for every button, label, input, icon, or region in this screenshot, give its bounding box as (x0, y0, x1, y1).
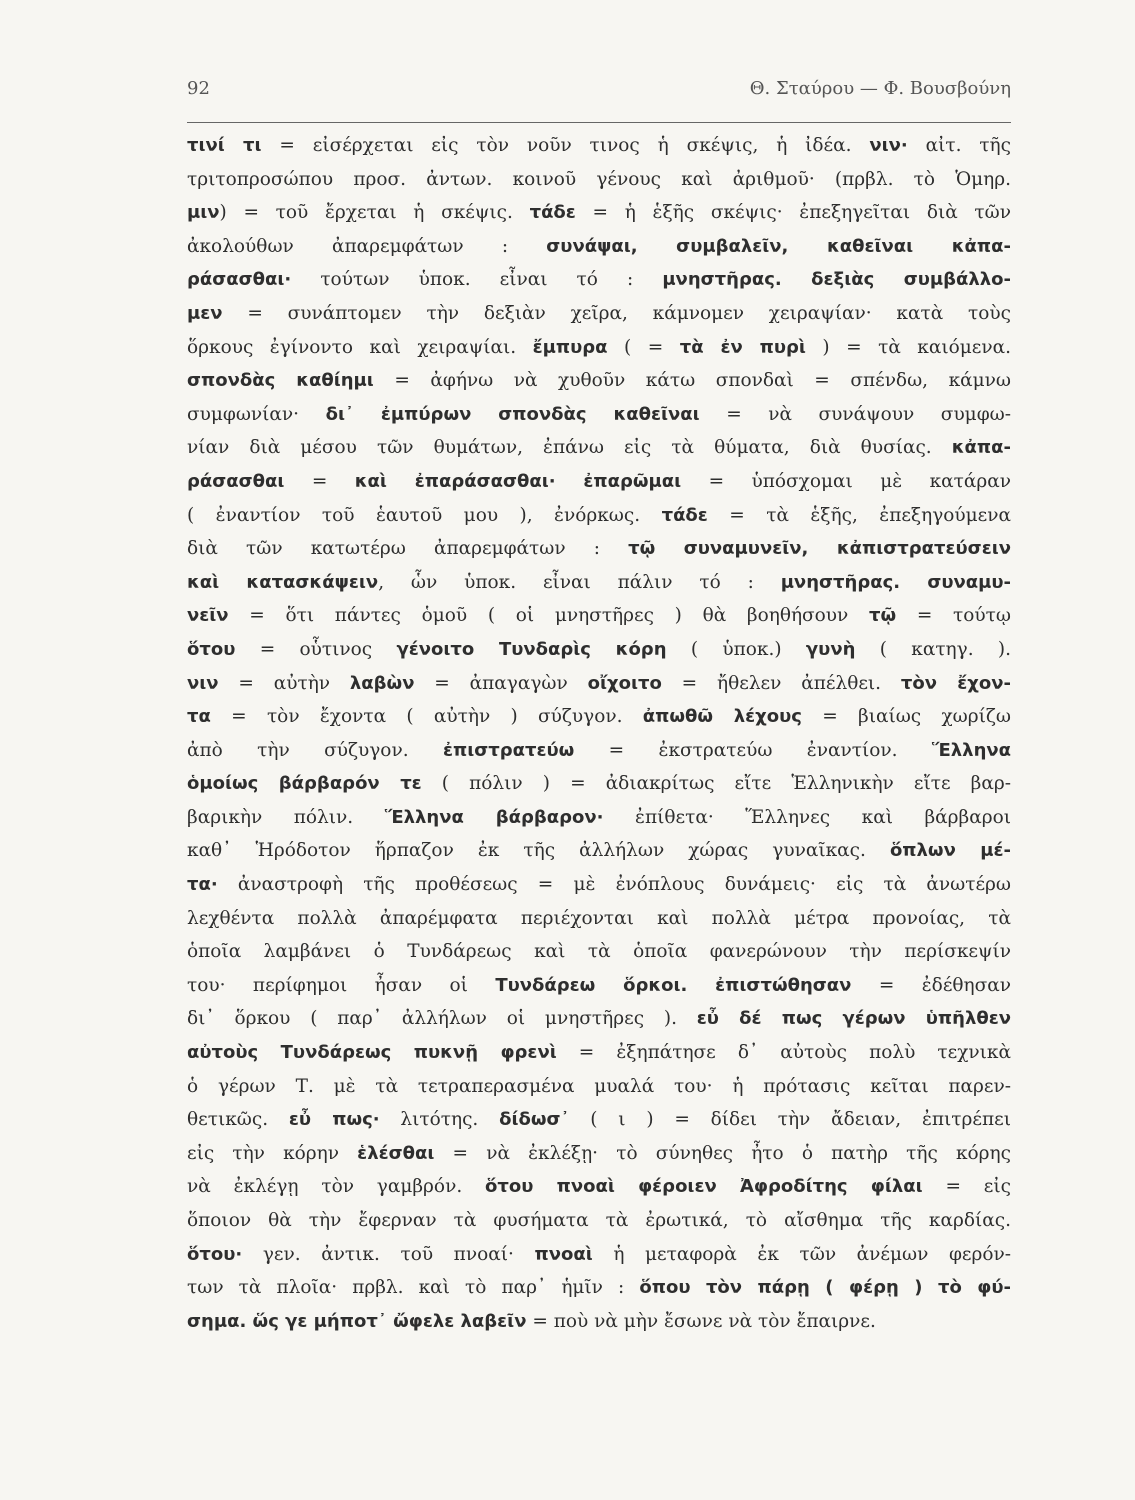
text-line (187, 163, 1011, 197)
lemma: ἑλέσθαι (357, 1142, 435, 1164)
gloss-text: ὁ γέρων Τ. μὲ τὰ τετραπερασμένα μυαλά του· ἡ πρότασις κεῖται παρεν- (187, 1075, 1011, 1097)
gloss-text: ( ι ) = δίδει τὴν ἄδειαν, ἐπιτρέπει (569, 1109, 1011, 1131)
text-line (187, 801, 1011, 835)
text-line (187, 667, 1011, 701)
lemma: τα (187, 706, 211, 728)
text-line (187, 1137, 1011, 1171)
lemma: τα· (187, 874, 218, 896)
lemma: αὐτοὺς Τυνδάρεως πυκνῇ φρενὶ (187, 1042, 557, 1064)
lemma: Τυνδάρεω ὅρκοι. ἐπιστώθησαν (495, 974, 852, 996)
lemma: ράσασθαι· (187, 269, 292, 291)
gloss-text: ( = (607, 336, 680, 358)
gloss-text: νὰ ἐκλέγῃ τὸν γαμβρόν. (187, 1176, 486, 1198)
lemma: συνάψαι, συμβαλεῖν, καθεῖναι κἀπα- (546, 235, 1011, 257)
gloss-text: ἀπὸ τὴν σύζυγον. (187, 739, 443, 761)
text-line (187, 834, 1011, 868)
gloss-text: λιτότης. (379, 1109, 500, 1131)
text-line (187, 700, 1011, 734)
lemma: οἴχοιτο (587, 672, 662, 694)
gloss-text: = ἐξηπάτησε δ᾽ αὐτοὺς πολὺ τεχνικὰ (556, 1042, 1011, 1064)
lemma: ὁμοίως βάρβαρόν τε (187, 773, 422, 795)
lemma: ὅτου πνοαὶ φέροιεν Ἀφροδίτης φίλαι (485, 1176, 923, 1198)
gloss-text: = ἀφήνω νὰ χυθοῦν κάτω σπονδαὶ = σπένδω, κάμνω (373, 370, 1011, 392)
lemma: δι᾽ ἐμπύρων σπονδὰς καθεῖναι (325, 403, 700, 425)
gloss-text: των τὰ πλοῖα· πρβλ. καὶ τὸ παρ᾽ ἡμῖν : (187, 1277, 640, 1299)
lemma: γυνὴ (805, 638, 856, 660)
lemma: ὅπλων μέ- (889, 840, 1011, 862)
gloss-text: νίαν διὰ μέσου τῶν θυμάτων, ἐπάνω εἰς τὰ θύματα, διὰ θυσίας. (187, 437, 952, 459)
gloss-text: = τούτῳ (896, 605, 1011, 627)
lemma: τὸν ἔχον- (900, 672, 1011, 694)
text-line (187, 1036, 1011, 1070)
gloss-text: = εἰς (922, 1176, 1011, 1198)
page-header (187, 78, 1011, 110)
text-line (187, 297, 1011, 331)
gloss-text: του· περίφημοι ἦσαν οἱ (187, 974, 496, 996)
text-line (187, 1204, 1011, 1238)
text-line (187, 431, 1011, 465)
lemma: σπονδὰς καθίημι (187, 370, 374, 392)
lemma: ράσασθαι (187, 470, 285, 492)
gloss-text: = ἐδέθησαν (851, 974, 1011, 996)
gloss-text: ὅποιον θὰ τὴν ἔφερναν τὰ φυσήματα τὰ ἐρωτικά, τὸ αἴσθημα τῆς καρδίας. (187, 1210, 1011, 1231)
gloss-text: βαρικὴν πόλιν. (187, 806, 385, 828)
gloss-text: = οὗτινος (235, 638, 397, 660)
gloss-text: = νὰ συνάψουν συμφω- (699, 403, 1011, 425)
lemma: δίδωσ᾽ (499, 1109, 570, 1131)
text-line (187, 902, 1011, 936)
gloss-text: = τὰ ἑξῆς, ἐπεξηγούμενα (707, 504, 1011, 526)
gloss-text: ( ὑποκ.) (666, 638, 806, 660)
gloss-text: ( ἐναντίον τοῦ ἑαυτοῦ μου ), ἐνόρκως. (187, 504, 662, 526)
lemma: τῷ συναμυνεῖν, κἀπιστρατεύσειν (628, 538, 1011, 560)
lemma: ὅτου (187, 638, 236, 660)
gloss-text: = τὸν ἔχοντα ( αὐτὴν ) σύζυγον. (210, 706, 643, 728)
gloss-text: ὅρκους ἐγίνοντο καὶ χειραψίαι. (187, 336, 533, 358)
text-line (187, 1305, 1011, 1339)
gloss-text: συμφωνίαν· (187, 403, 326, 425)
lemma: εὖ δέ πως γέρων ὑπῆλθεν (696, 1008, 1011, 1030)
gloss-text: ἀναστροφὴ τῆς προθέσεως = μὲ ἐνόπλους δυνάμεις· εἰς τὰ ἀνωτέρω (217, 874, 1011, 896)
page-number: 92 (187, 78, 210, 99)
gloss-text: ἡ μεταφορὰ ἐκ τῶν ἀνέμων φερόν- (592, 1243, 1011, 1265)
gloss-text: = ὑπόσχομαι μὲ κατάραν (681, 470, 1011, 492)
lemma: κἀπα- (951, 437, 1011, 459)
gloss-text: = ἡ ἑξῆς σκέψις· ἐπεξηγεῖται διὰ τῶν (575, 202, 1011, 224)
text-line (187, 263, 1011, 297)
lemma: εὖ πως· (288, 1109, 380, 1131)
gloss-text: λεχθέντα πολλὰ ἀπαρέμφατα περιέχονται καὶ πολλὰ μέτρα προνοίας, τὰ (187, 907, 1011, 929)
lemma: ἐπιστρατεύω (442, 739, 575, 761)
gloss-text: = ἐκστρατεύω ἐναντίον. (574, 739, 932, 761)
gloss-text: = ἀπαγαγὼν (414, 672, 588, 694)
text-line (187, 1170, 1011, 1204)
text-line (187, 734, 1011, 768)
lemma: μνηστῆρας. συναμυ- (780, 571, 1011, 593)
lemma: ὅτου· (187, 1243, 243, 1265)
text-line (187, 196, 1011, 230)
text-line (187, 532, 1011, 566)
gloss-text: = συνάπτομεν τὴν δεξιὰν χεῖρα, κάμνομεν χειραψίαν· κατὰ τοὺς (222, 302, 1011, 324)
lemma: τὰ ἐν πυρὶ (679, 336, 806, 358)
text-line (187, 1070, 1011, 1104)
gloss-text: αἰτ. τῆς (907, 135, 1011, 156)
lemma: νιν· (869, 135, 908, 156)
lemma: μνηστῆρας. δεξιὰς συμβάλλο- (662, 269, 1011, 291)
text-line (187, 599, 1011, 633)
gloss-text: ( κατηγ. ). (855, 638, 1011, 660)
gloss-text: = εἰσέρχεται εἰς τὸν νοῦν τινος ἡ σκέψις, ἡ ἰδέα. (261, 135, 870, 156)
lemma: καὶ κατασκάψειν (187, 571, 379, 593)
gloss-text: καθ᾽ Ἡρόδοτον ἥρπαζον ἐκ τῆς ἀλλήλων χώρας γυναῖκας. (187, 840, 890, 862)
lemma: νιν (187, 672, 219, 694)
lemma: λαβὼν (349, 672, 415, 694)
lemma: γένοιτο Τυνδαρὶς κόρη (396, 638, 667, 660)
gloss-text: δι᾽ ὅρκου ( παρ᾽ ἀλλήλων οἱ μνηστῆρες ). (187, 1008, 697, 1030)
lemma: μιν (187, 202, 220, 224)
text-line (187, 398, 1011, 432)
gloss-text: ἀκολούθων ἀπαρεμφάτων : (187, 235, 547, 257)
text-line (187, 1238, 1011, 1272)
lemma: Ἕλληνα βάρβαρον· (384, 806, 604, 828)
gloss-text: ὁποῖα λαμβάνει ὁ Τυνδάρεως καὶ τὰ ὁποῖα φανερώνουν τὴν περίσκεψίν (187, 941, 1011, 963)
commentary-text (187, 129, 1011, 1338)
text-line (187, 465, 1011, 499)
lemma: καὶ ἐπαράσασθαι· ἐπαρῶμαι (354, 470, 682, 492)
text-line (187, 331, 1011, 365)
header-rule (187, 122, 1011, 123)
lemma: Ἕλληνα (931, 739, 1011, 761)
gloss-text: = ποὺ νὰ μὴν ἔσωνε νὰ τὸν ἔπαιρνε. (526, 1310, 876, 1332)
gloss-text: ( πόλιν ) = ἀδιακρίτως εἴτε Ἑλληνικὴν εἴτε βαρ- (421, 773, 1011, 795)
lemma: μεν (187, 302, 223, 324)
gloss-text: = ὅτι πάντες ὁμοῦ ( οἱ μνηστῆρες ) θὰ βοηθήσουν (228, 605, 870, 627)
gloss-text: διὰ τῶν κατωτέρω ἀπαρεμφάτων : (187, 538, 629, 560)
gloss-text: , ὧν ὑποκ. εἶναι πάλιν τό : (378, 571, 781, 593)
text-line (187, 230, 1011, 264)
gloss-text: = αὐτὴν (218, 672, 350, 694)
gloss-text: = (284, 470, 355, 492)
text-line (187, 499, 1011, 533)
lemma: νεῖν (187, 605, 229, 627)
lemma: τινί τι (187, 135, 262, 156)
text-line (187, 566, 1011, 600)
gloss-text: = ἤθελεν ἀπέλθει. (661, 672, 901, 694)
gloss-text: = νὰ ἐκλέξῃ· τὸ σύνηθες ἦτο ὁ πατὴρ τῆς κόρης (434, 1142, 1011, 1164)
gloss-text: = βιαίως χωρίζω (801, 706, 1011, 728)
lemma: τάδε (661, 504, 708, 526)
text-line (187, 1002, 1011, 1036)
text-line (187, 129, 1011, 163)
running-head: Θ. Σταύρου — Φ. Βουσβούνη (749, 78, 1011, 99)
gloss-text: ) = τὰ καιόμενα. (805, 336, 1011, 358)
text-line (187, 935, 1011, 969)
text-line (187, 868, 1011, 902)
text-line (187, 633, 1011, 667)
text-line (187, 1271, 1011, 1305)
gloss-text: τούτων ὑποκ. εἶναι τό : (291, 269, 663, 291)
lemma: ἀπωθῶ λέχους (642, 706, 802, 728)
lemma: τῷ (869, 605, 897, 627)
text-line (187, 364, 1011, 398)
gloss-text: ἐπίθετα· Ἕλληνες καὶ βάρβαροι (603, 806, 1011, 828)
gloss-text: εἰς τὴν κόρην (187, 1142, 358, 1164)
gloss-text: γεν. ἀντικ. τοῦ πνοαί· (242, 1243, 535, 1265)
gloss-text: τριτοπροσώπου προσ. ἀντων. κοινοῦ γένους καὶ ἀριθμοῦ· (πρβλ. τὸ Ὁμηρ. (187, 168, 1011, 190)
lemma: ἔμπυρα (532, 336, 608, 358)
gloss-text: ) = τοῦ ἔρχεται ἡ σκέψις. (219, 202, 530, 224)
lemma: τάδε (529, 202, 576, 224)
lemma: σημα. ὥς γε μήποτ᾽ ὤφελε λαβεῖν (187, 1310, 527, 1332)
text-line (187, 969, 1011, 1003)
text-line (187, 1103, 1011, 1137)
gloss-text: θετικῶς. (187, 1109, 289, 1131)
text-line (187, 767, 1011, 801)
lemma: ὅπου τὸν πάρῃ ( φέρῃ ) τὸ φύ- (639, 1277, 1011, 1299)
lemma: πνοαὶ (534, 1243, 593, 1265)
